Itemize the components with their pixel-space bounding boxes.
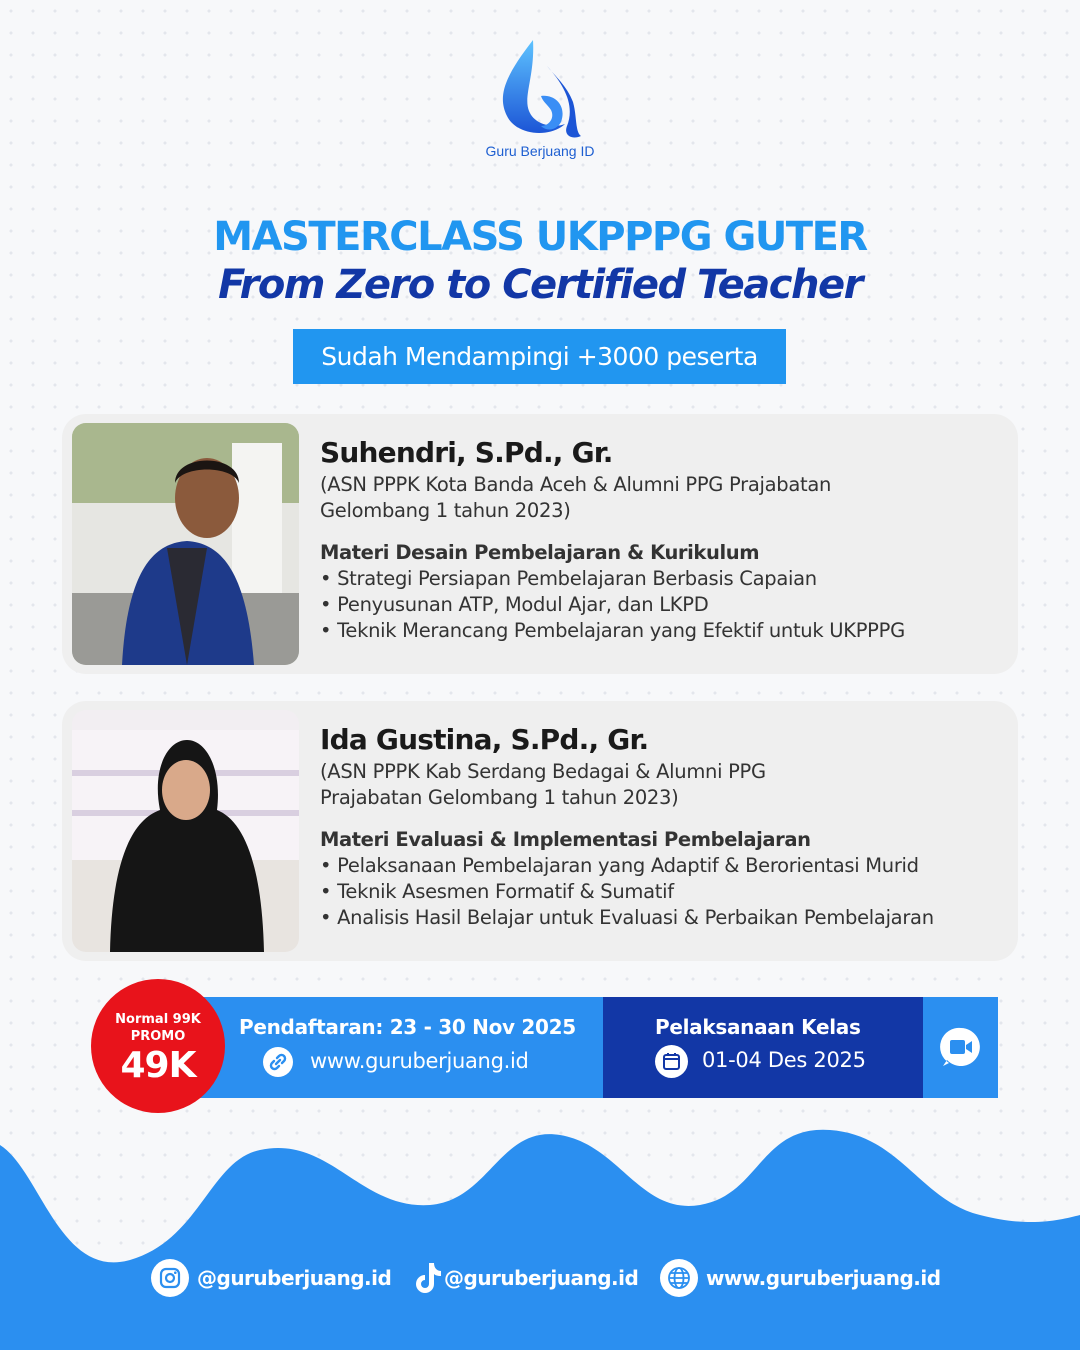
speaker-role-line: (ASN PPPK Kab Serdang Bedagai & Alumni PPG: [320, 760, 766, 783]
topic-item: • Teknik Asesmen Formatif & Sumatif: [320, 879, 934, 905]
brand-logo: [440, 36, 640, 171]
website-link[interactable]: [660, 1258, 941, 1298]
topic-item: • Pelaksanaan Pembelajaran yang Adaptif & Berorientasi Murid: [320, 853, 934, 879]
instagram-handle: @guruberjuang.id: [197, 1266, 392, 1290]
topic-item: • Analisis Hasil Belajar untuk Evaluasi & Perbaikan Pembelajaran: [320, 905, 934, 931]
speaker-role-line: Prajabatan Gelombang 1 tahun 2023): [320, 786, 679, 809]
topic-list: [320, 853, 934, 931]
price-value: 49K: [120, 1045, 196, 1086]
footer: [0, 1258, 1080, 1298]
topic-item: • Strategi Persiapan Pembelajaran Berbasis Capaian: [320, 566, 905, 592]
flame-logo-icon: [495, 36, 585, 141]
speaker-photo-1: [72, 423, 299, 665]
link-icon: [263, 1047, 293, 1077]
page-subtitle: From Zero to Certified Teacher: [218, 262, 862, 308]
footer-wave: [0, 1120, 1080, 1350]
person-photo-icon: [72, 710, 299, 952]
registration-label: Pendaftaran: 23 - 30 Nov 2025: [239, 1015, 576, 1039]
instagram-link[interactable]: [151, 1258, 391, 1298]
topic-title: Materi Desain Pembelajaran & Kurikulum: [320, 541, 760, 564]
participants-badge: Sudah Mendampingi +3000 peserta: [293, 329, 786, 384]
page-title: MASTERCLASS UKPPPG GUTER: [213, 214, 867, 260]
person-photo-icon: [72, 423, 299, 665]
speaker-name: Suhendri, S.Pd., Gr.: [320, 436, 613, 469]
price-normal: Normal 99K: [115, 1012, 201, 1027]
brand-name: Guru Berjuang ID: [485, 143, 595, 159]
speaker-role-line: Gelombang 1 tahun 2023): [320, 499, 571, 522]
price-badge: [91, 979, 225, 1113]
execution-label: Pelaksanaan Kelas: [655, 1015, 861, 1039]
execution-date: 01-04 Des 2025: [702, 1048, 866, 1072]
info-bar: [180, 997, 998, 1098]
video-call-icon: [939, 1025, 983, 1069]
speaker-name: Ida Gustina, S.Pd., Gr.: [320, 723, 649, 756]
topic-item: • Penyusunan ATP, Modul Ajar, dan LKPD: [320, 592, 905, 618]
registration-url[interactable]: www.guruberjuang.id: [310, 1049, 529, 1073]
topic-item: • Teknik Merancang Pembelajaran yang Efektif untuk UKPPPG: [320, 618, 905, 644]
execution-panel: [603, 997, 923, 1098]
topic-title: Materi Evaluasi & Implementasi Pembelajaran: [320, 828, 811, 851]
calendar-icon: [655, 1045, 688, 1078]
speaker-role-line: (ASN PPPK Kota Banda Aceh & Alumni PPG Prajabatan: [320, 473, 832, 496]
topic-list: [320, 566, 905, 644]
tiktok-handle: @guruberjuang.id: [444, 1266, 639, 1290]
website-url: www.guruberjuang.id: [706, 1266, 941, 1290]
speaker-photo-2: [72, 710, 299, 952]
registration-panel: [180, 997, 603, 1098]
tiktok-link[interactable]: [412, 1258, 638, 1298]
price-promo: PROMO: [130, 1029, 186, 1044]
speaker-role: [320, 759, 960, 811]
speaker-role: [320, 472, 960, 524]
speaker-card-1: [62, 414, 1018, 674]
instagram-icon: [151, 1259, 189, 1297]
globe-icon: [660, 1259, 698, 1297]
meeting-panel: [923, 997, 998, 1098]
speaker-card-2: [62, 701, 1018, 961]
tiktok-icon: [412, 1259, 444, 1297]
